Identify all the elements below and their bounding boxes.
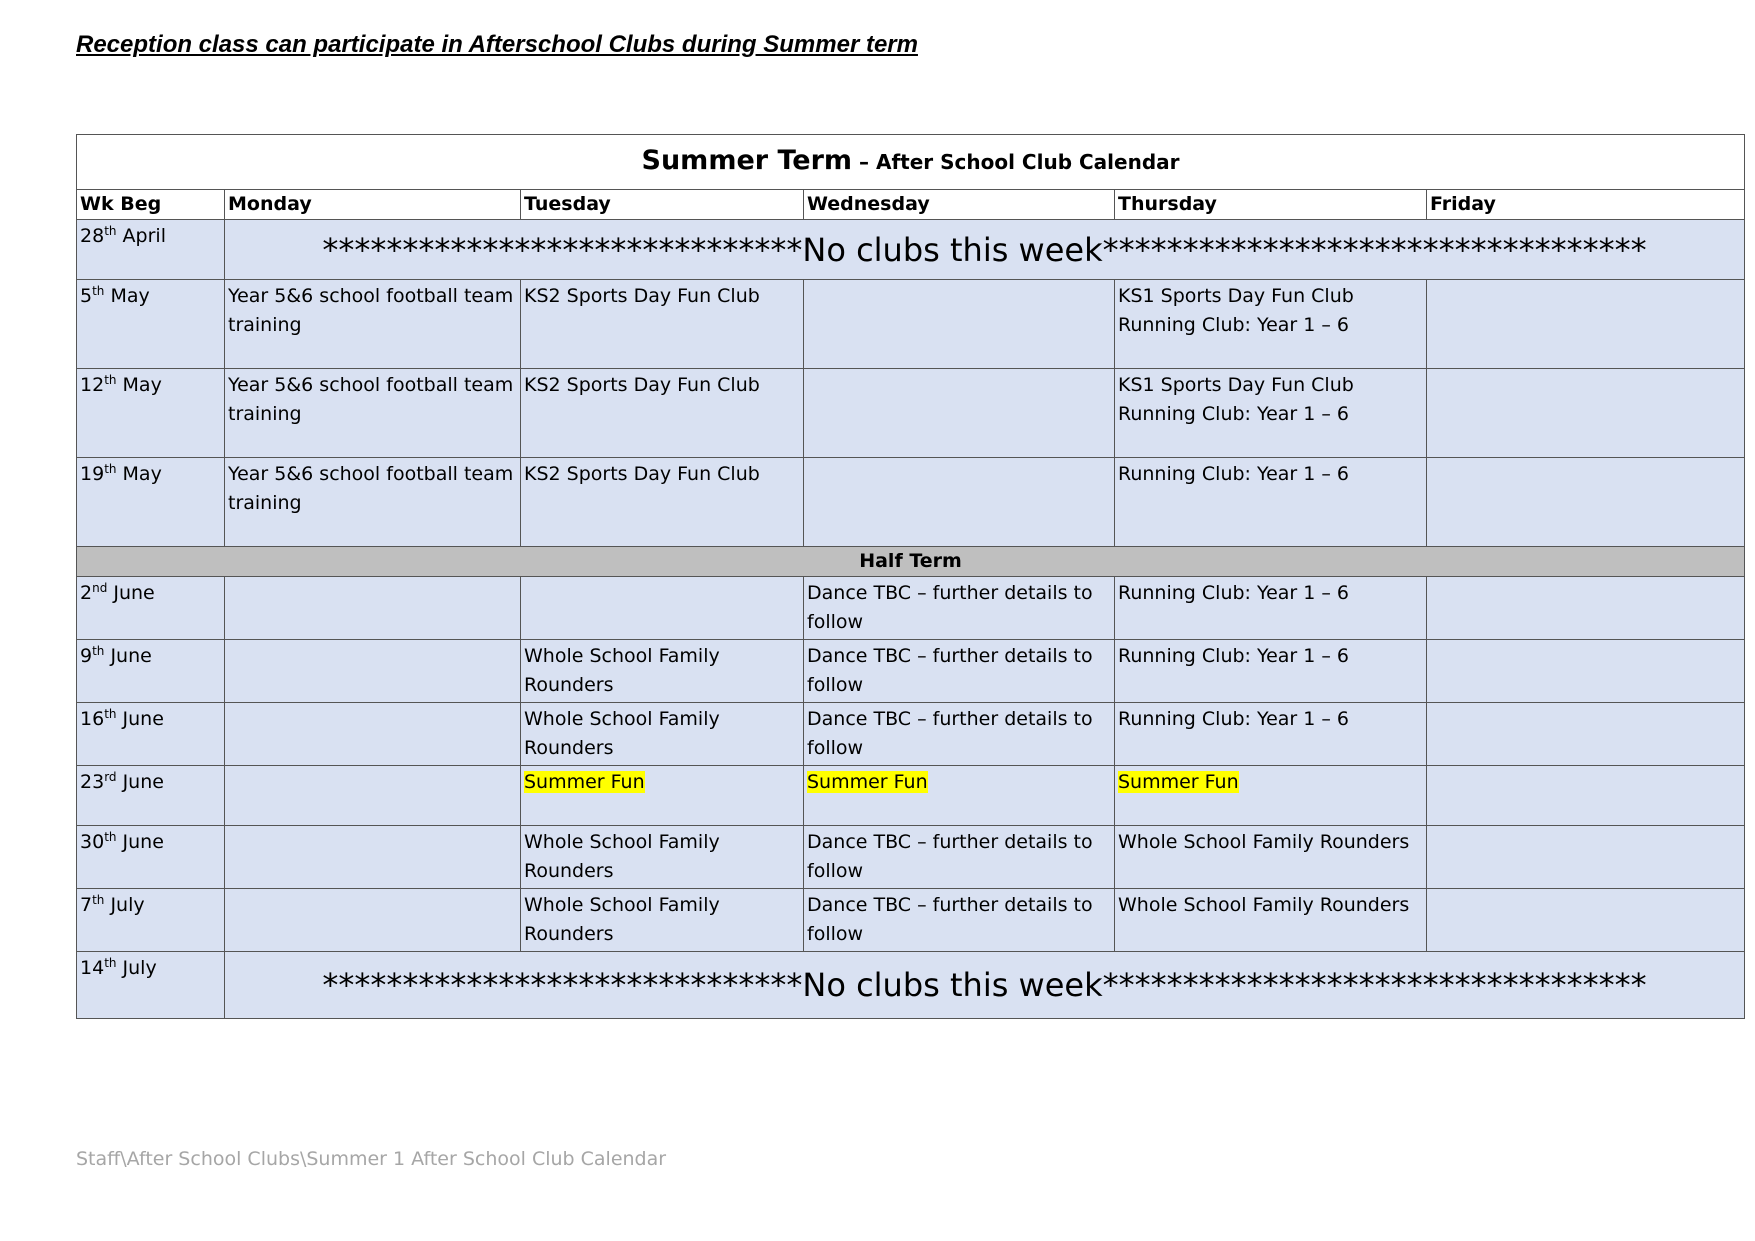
friday-cell (1427, 889, 1745, 952)
table-row (77, 577, 1745, 640)
club-calendar-table (76, 134, 1745, 1019)
table-header-row (77, 190, 1745, 220)
tuesday-cell: KS2 Sports Day Fun Club (521, 369, 804, 458)
table-row (77, 280, 1745, 369)
tuesday-cell: Whole School Family Rounders (521, 889, 804, 952)
wednesday-cell: Dance TBC – further details to follow (804, 826, 1115, 889)
thursday-cell (1115, 280, 1427, 369)
table-row (77, 952, 1745, 1019)
monday-cell: Year 5&6 school football team training (225, 280, 521, 369)
no-clubs-banner: ******************************No clubs this week********************************** (225, 952, 1745, 1019)
tuesday-cell (521, 766, 804, 826)
half-term-row (77, 547, 1745, 577)
week-begin-cell: 12th May (77, 369, 225, 458)
week-begin-cell: 9th June (77, 640, 225, 703)
thursday-cell: Running Club: Year 1 – 6 (1115, 577, 1427, 640)
table-row (77, 640, 1745, 703)
summer-fun-highlight: Summer Fun (1118, 771, 1239, 793)
monday-cell (225, 577, 521, 640)
thursday-cell: Running Club: Year 1 – 6 (1115, 458, 1427, 547)
thursday-cell: Whole School Family Rounders (1115, 826, 1427, 889)
monday-cell (225, 640, 521, 703)
thursday-activity: Running Club: Year 1 – 6 (1118, 314, 1350, 336)
table-row (77, 703, 1745, 766)
thursday-cell (1115, 766, 1427, 826)
summer-fun-highlight: Summer Fun (807, 771, 928, 793)
week-begin-cell: 16th June (77, 703, 225, 766)
monday-cell: Year 5&6 school football team training (225, 458, 521, 547)
table-title-row (77, 135, 1745, 190)
wednesday-cell: Dance TBC – further details to follow (804, 889, 1115, 952)
thursday-cell: Running Club: Year 1 – 6 (1115, 703, 1427, 766)
friday-cell (1427, 280, 1745, 369)
tuesday-cell: Whole School Family Rounders (521, 640, 804, 703)
table-row (77, 369, 1745, 458)
thursday-cell: Running Club: Year 1 – 6 (1115, 640, 1427, 703)
table-row (77, 220, 1745, 280)
table-title-main: Summer Term (641, 145, 853, 176)
monday-cell (225, 766, 521, 826)
tuesday-cell: Whole School Family Rounders (521, 703, 804, 766)
friday-cell (1427, 577, 1745, 640)
table-row (77, 766, 1745, 826)
table-title-sub: – After School Club Calendar (852, 150, 1180, 174)
table-title (77, 135, 1745, 190)
column-header-wk-beg: Wk Beg (77, 190, 225, 220)
friday-cell (1427, 703, 1745, 766)
monday-cell (225, 703, 521, 766)
thursday-cell (1115, 369, 1427, 458)
wednesday-cell (804, 369, 1115, 458)
tuesday-cell: KS2 Sports Day Fun Club (521, 458, 804, 547)
tuesday-cell: Whole School Family Rounders (521, 826, 804, 889)
wednesday-cell (804, 458, 1115, 547)
thursday-cell: Whole School Family Rounders (1115, 889, 1427, 952)
table-row (77, 826, 1745, 889)
no-clubs-banner: ******************************No clubs this week********************************** (225, 220, 1745, 280)
tuesday-cell (521, 577, 804, 640)
monday-cell (225, 889, 521, 952)
half-term-label: Half Term (77, 547, 1745, 577)
thursday-activity: Running Club: Year 1 – 6 (1118, 403, 1350, 425)
week-begin-cell: 19th May (77, 458, 225, 547)
week-begin-cell: 28th April (77, 220, 225, 280)
wednesday-cell: Dance TBC – further details to follow (804, 577, 1115, 640)
week-begin-cell: 30th June (77, 826, 225, 889)
week-begin-cell: 14th July (77, 952, 225, 1019)
week-begin-cell: 2nd June (77, 577, 225, 640)
friday-cell (1427, 766, 1745, 826)
friday-cell (1427, 826, 1745, 889)
week-begin-cell: 23rd June (77, 766, 225, 826)
thursday-activity: KS1 Sports Day Fun Club (1118, 285, 1354, 307)
wednesday-cell: Dance TBC – further details to follow (804, 640, 1115, 703)
column-header-tuesday: Tuesday (521, 190, 804, 220)
summer-fun-highlight: Summer Fun (524, 771, 645, 793)
tuesday-cell: KS2 Sports Day Fun Club (521, 280, 804, 369)
column-header-friday: Friday (1427, 190, 1745, 220)
table-row (77, 458, 1745, 547)
page-heading: Reception class can participate in Afterschool Clubs during Summer term (76, 31, 918, 58)
friday-cell (1427, 369, 1745, 458)
file-path-footer: Staff\After School Clubs\Summer 1 After School Club Calendar (76, 1148, 667, 1170)
friday-cell (1427, 458, 1745, 547)
monday-cell: Year 5&6 school football team training (225, 369, 521, 458)
week-begin-cell: 7th July (77, 889, 225, 952)
column-header-thursday: Thursday (1115, 190, 1427, 220)
friday-cell (1427, 640, 1745, 703)
wednesday-cell (804, 280, 1115, 369)
table-row (77, 889, 1745, 952)
column-header-monday: Monday (225, 190, 521, 220)
column-header-wednesday: Wednesday (804, 190, 1115, 220)
wednesday-cell (804, 766, 1115, 826)
wednesday-cell: Dance TBC – further details to follow (804, 703, 1115, 766)
monday-cell (225, 826, 521, 889)
thursday-activity: KS1 Sports Day Fun Club (1118, 374, 1354, 396)
week-begin-cell: 5th May (77, 280, 225, 369)
